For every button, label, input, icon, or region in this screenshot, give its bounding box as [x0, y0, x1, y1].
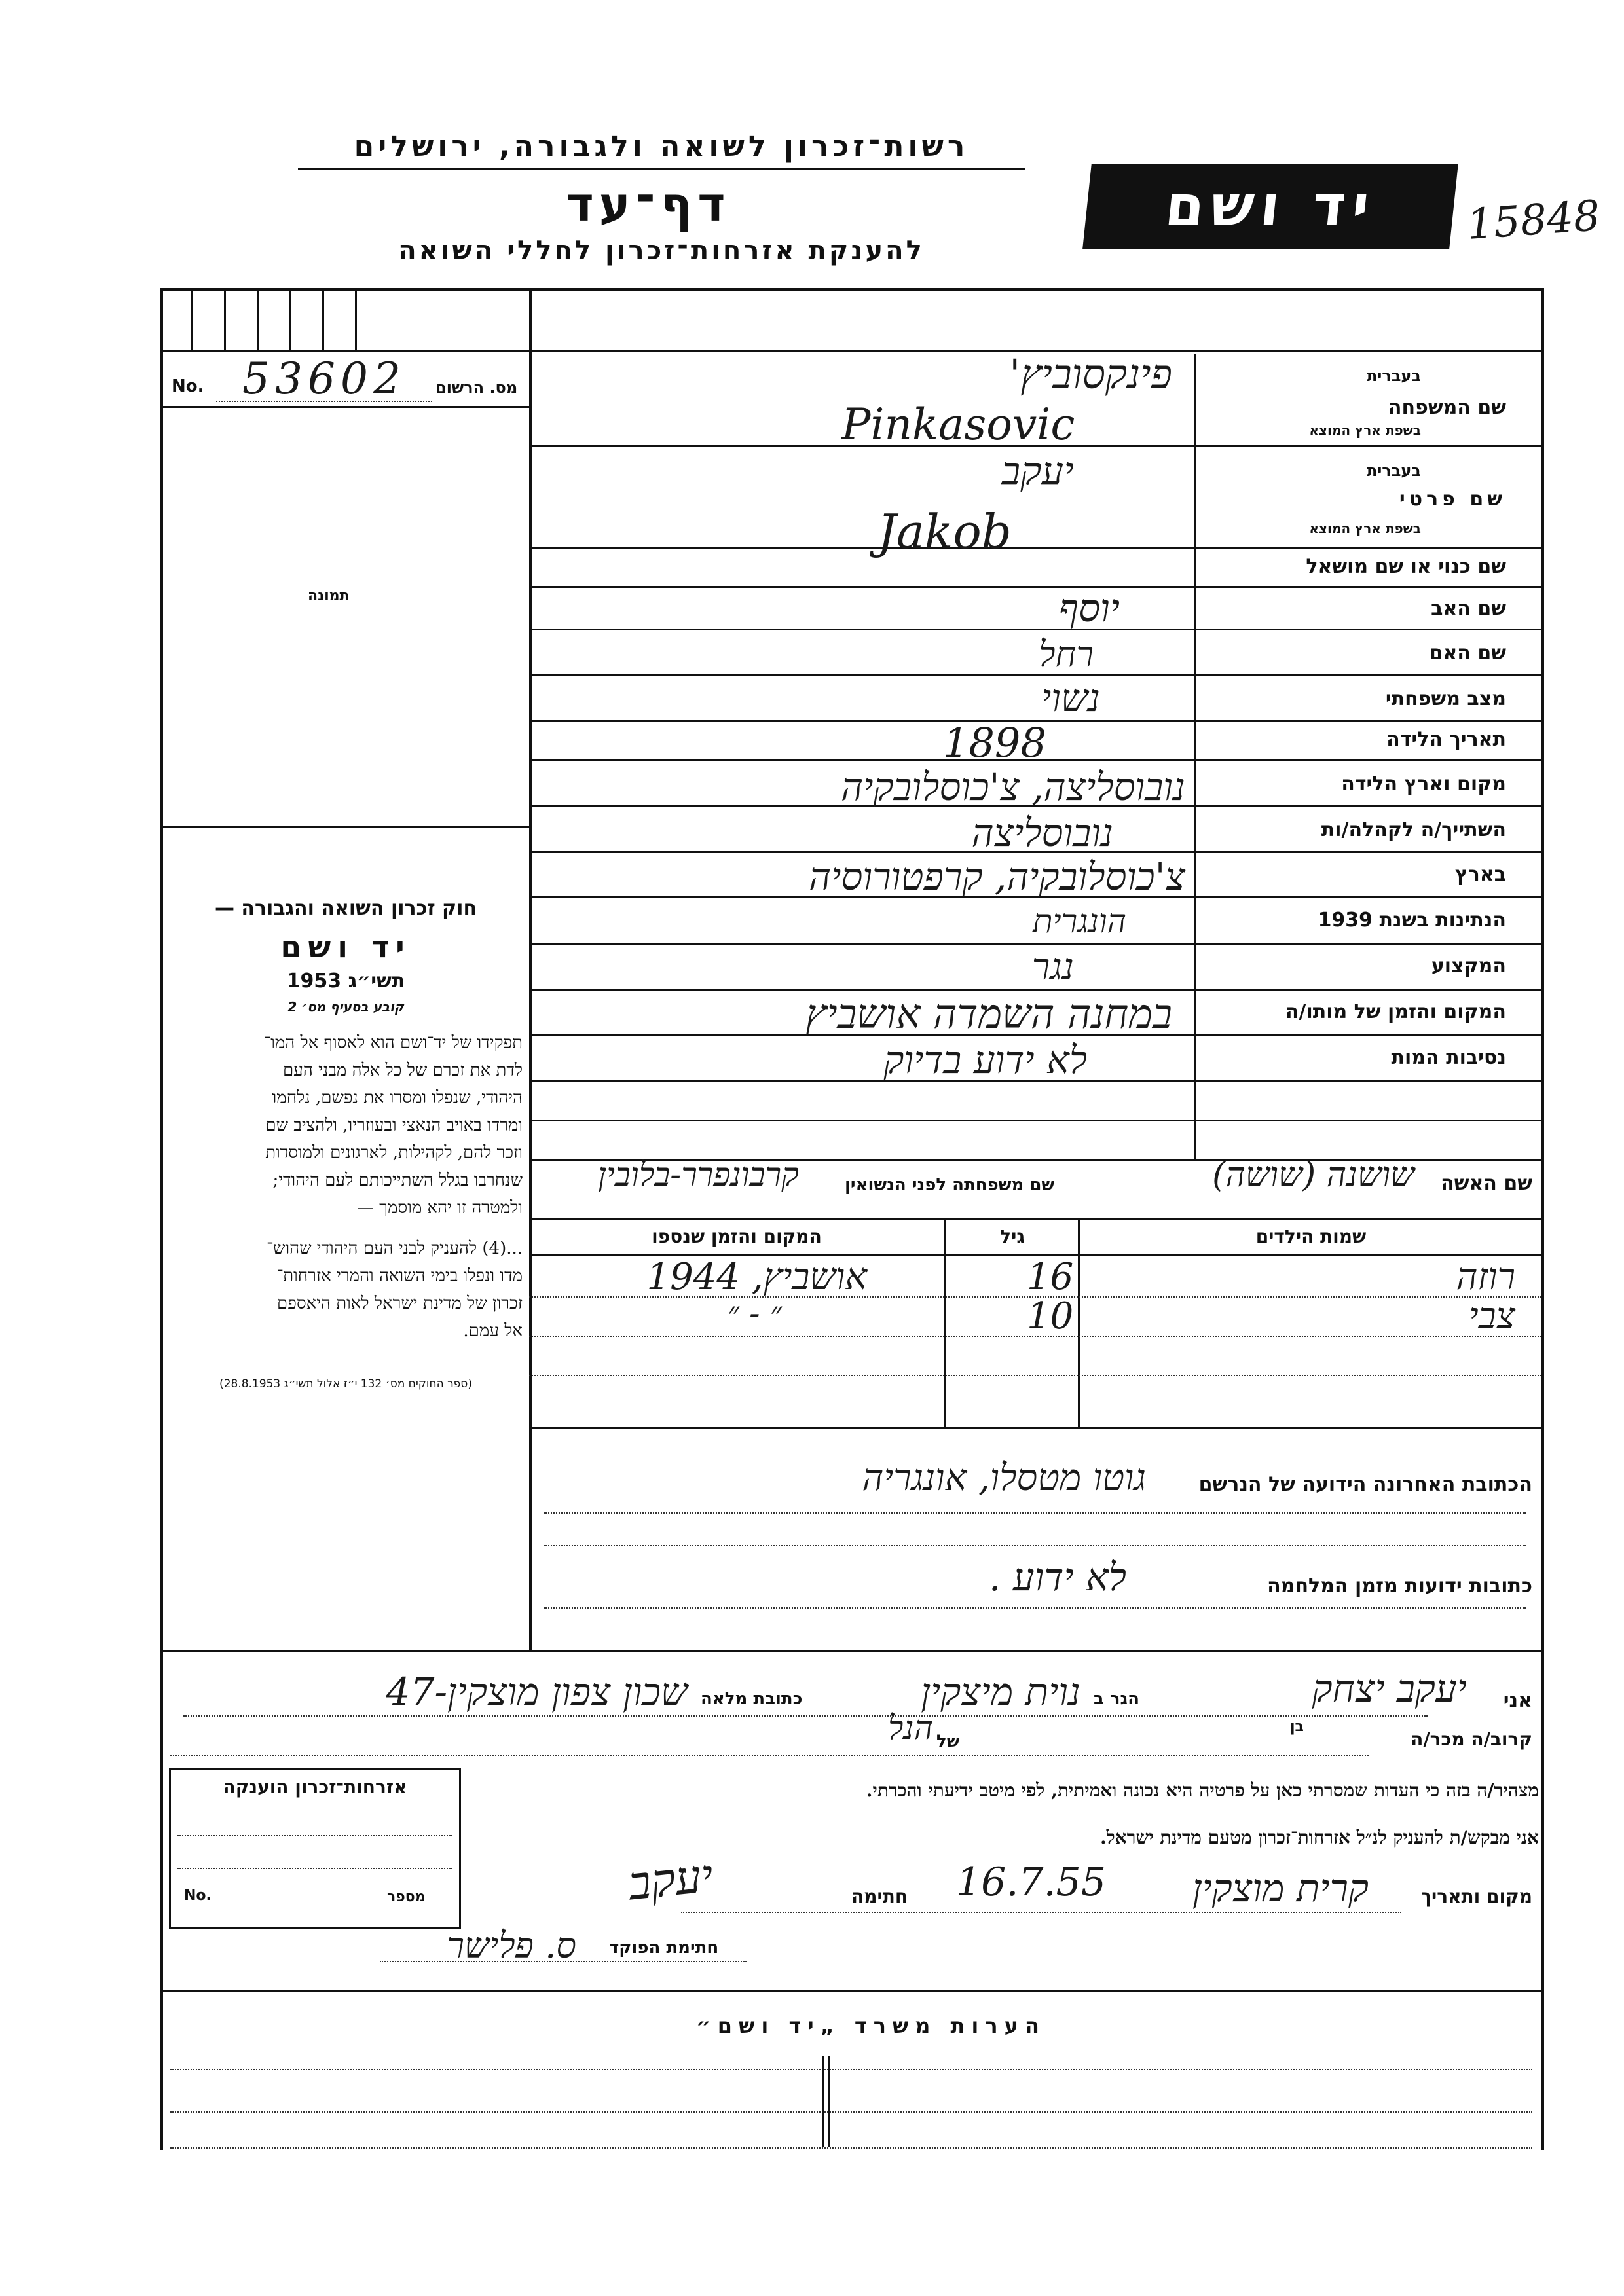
law-text-line: מדו ונפלו בימי השואה והמרי אזרחות־ — [276, 1266, 523, 1286]
relation-value: הנל — [888, 1709, 933, 1747]
law-box — [169, 897, 523, 1391]
strip-divider — [224, 288, 226, 350]
table-cell-child-name: צבי — [1468, 1295, 1515, 1338]
law-text-line: היהודי, שנפלו ומסרו את נפשם, נלחמו — [272, 1088, 523, 1108]
signature-label: חתימה — [851, 1886, 908, 1907]
value-birth-date: 1898 — [943, 719, 1046, 767]
date-value: 16.7.55 — [956, 1859, 1107, 1905]
table-cell-child-name: רוזה — [1456, 1256, 1515, 1298]
law-year: תשי״ג 1953 — [286, 970, 405, 993]
registration-no-prefix: No. — [172, 376, 204, 396]
table-cell-child-death: אושביץ, 1944 — [646, 1256, 867, 1298]
label-column-divider — [1194, 354, 1196, 1159]
last-address-line — [544, 1512, 1526, 1514]
relation-shel-label: של — [936, 1732, 960, 1751]
citizenship-box — [169, 1768, 461, 1929]
field-sub-origin: בשפת ארץ המוצא — [1309, 520, 1421, 536]
law-text-line: ומרדו באויב הנאצי ובעוזריו, ולהציב שם — [265, 1116, 523, 1135]
field-label-birth-date: תאריך הלידה — [1386, 728, 1506, 751]
declarant-address-label: כתובת מלאה — [701, 1689, 803, 1709]
page-subtitle: להענקת אזרחות־זכרון לחללי השואה — [398, 236, 925, 266]
value-family-name-hebrew: פינקסוביץ' — [1009, 350, 1172, 398]
remarks-title: הערות משרד „יד ושם״ — [696, 2013, 1046, 2038]
field-label-father: שם האב — [1431, 597, 1506, 620]
photo-label: תמונה — [308, 588, 350, 604]
officer-line — [380, 1961, 747, 1962]
table-row-line — [529, 1375, 1541, 1376]
declarant-line — [183, 1715, 1428, 1717]
field-label-death-circumstances: נסיבות המות — [1391, 1046, 1506, 1069]
registration-number: 53602 — [242, 354, 406, 404]
law-clause: קובע בסעיף מס׳ 2 — [287, 999, 404, 1015]
law-citation: (ספר החוקים מס׳ 132 י״ז אלול תשי״ג 28.8.1953) — [219, 1377, 472, 1391]
remarks-divider — [822, 2056, 824, 2147]
strip-divider — [355, 288, 357, 350]
place-date-label: מקום ותאריך — [1420, 1886, 1532, 1907]
law-text-line: אל עמם. — [463, 1321, 523, 1341]
remarks-top-line — [160, 1990, 1541, 1992]
field-label-death-place-time: המקום והזמן של מותו/ה — [1285, 1000, 1506, 1023]
row-line — [532, 586, 1541, 588]
left-column-divider — [529, 288, 532, 1650]
table-col-divider — [1078, 1218, 1080, 1427]
field-label-country: בארץ — [1454, 863, 1506, 886]
law-text-line: לדת את זכרם של כל אלה מבני העם — [282, 1061, 523, 1080]
law-name: יד ושם — [280, 929, 411, 964]
children-table — [529, 1218, 1541, 1427]
citizenship-box-title: אזרחות־זכרון הוענקה — [223, 1776, 407, 1798]
registration-line — [160, 406, 529, 408]
declarant-address-value: שכון צפון מוצקין-47 — [386, 1669, 688, 1714]
wartime-address-value: לא ידוע . — [988, 1555, 1126, 1599]
table-header-age: גיל — [1000, 1226, 1025, 1247]
row-line — [532, 674, 1541, 676]
top-strip-line — [160, 350, 1541, 352]
field-label-birth-place: מקום וארץ הלידה — [1341, 773, 1506, 795]
field-label-marital-status: מצב משפחתי — [1385, 687, 1506, 710]
request-text: אני מבקש/ת להעניק לנ״ל אזרחות־זכרון מטעם מדינת ישראל. — [1099, 1827, 1539, 1848]
wife-label: שם האשה — [1441, 1172, 1532, 1195]
law-text-line: תפקידו של יד־ושם הוא לאסוף אל המו־ — [264, 1033, 523, 1053]
citizenship-box-line — [177, 1835, 452, 1836]
table-cell-child-age: 16 — [1027, 1256, 1074, 1298]
relation-label: קרוב/ה מכר/ה — [1411, 1728, 1532, 1750]
table-cell-child-death: ״ - ״ — [727, 1295, 782, 1332]
field-label-family-name: שם המשפחה — [1388, 396, 1506, 419]
remarks-divider — [828, 2056, 830, 2147]
section-divider — [160, 1650, 1541, 1652]
wife-maiden-value: קרבונפרר-בלובין — [598, 1156, 799, 1194]
law-text-line: ולמטרה זו יהא מוסמך — — [356, 1198, 523, 1218]
field-label-profession: המקצוע — [1431, 955, 1506, 977]
law-heading: חוק זכרון השואה והגבורה — — [214, 897, 477, 920]
declaration-text: מצהיר/ה בזה כי העדות שמסרתי כאן על פרטיה היא נכונה ואמיתית, לפי מיטב ידיעתי והכרתי. — [866, 1779, 1539, 1801]
declarant-ani-label: אני — [1503, 1689, 1532, 1712]
value-community: נובוסליצה — [971, 811, 1113, 855]
value-first-name-latin: Jakob — [877, 504, 1012, 559]
law-text — [169, 1029, 523, 1345]
citizenship-box-line — [177, 1868, 452, 1869]
registration-label: מס. הרשום — [435, 378, 518, 397]
authority-line: רשות־זכרון לשואה ולגבורה, ירושלים — [354, 130, 969, 163]
value-country: צ'כוסלובקיה, קרפטורוסיה — [809, 854, 1185, 899]
relation-ben-label: בן — [1290, 1719, 1304, 1735]
table-cell-child-age: 10 — [1027, 1295, 1074, 1338]
remarks-line — [170, 2069, 1532, 2070]
value-death-place-time: במחנה השמדה אושביץ — [805, 990, 1172, 1038]
field-label-community: השתייך/ה לקהלה/ות — [1321, 818, 1506, 841]
row-line — [532, 629, 1541, 630]
yad-vashem-logo — [1082, 164, 1458, 249]
field-label-first-name: שם פרטי — [1399, 488, 1506, 511]
declarant-signature: יעקב — [626, 1848, 716, 1911]
remarks-line — [170, 2147, 1532, 2149]
table-bottom-line — [532, 1427, 1541, 1429]
table-col-divider — [944, 1218, 946, 1427]
last-address-value: גוטו מטסלו, אונגריה — [862, 1457, 1146, 1499]
relation-line — [170, 1755, 1369, 1756]
page-title: דף־עד — [566, 177, 731, 232]
strip-divider — [322, 288, 324, 350]
corner-number: 15848 — [1465, 191, 1602, 250]
row-line — [532, 1120, 1541, 1121]
value-first-name-hebrew: יעקב — [1001, 448, 1074, 494]
declarant-resides-label: הגר ב — [1094, 1689, 1140, 1709]
citizenship-no-label: No. — [184, 1887, 212, 1904]
logo-text: יד ושם — [1162, 173, 1379, 239]
value-nationality-1939: הונגרית — [1032, 902, 1126, 940]
officer-label: חתימת הפוקד — [609, 1938, 719, 1958]
value-mother: רחל — [1039, 634, 1094, 675]
strip-divider — [257, 288, 259, 350]
strip-divider — [191, 288, 193, 350]
citizenship-mispar-label: מספר — [387, 1889, 426, 1905]
row-line — [532, 943, 1541, 945]
field-sub-origin: בשפת ארץ המוצא — [1309, 422, 1421, 438]
law-text-line: וזכר להם, לקהילות, לארגונים ולמוסדות — [265, 1143, 523, 1163]
authority-underline — [298, 168, 1025, 170]
table-header-children: שמות הילדים — [1255, 1226, 1367, 1247]
law-text-line: זכרון של מדינת ישראל לאות היאספם — [277, 1294, 523, 1313]
value-profession: נגר — [1031, 946, 1074, 989]
declarant-name: יעקב יצחק — [1312, 1666, 1467, 1711]
field-label-mother: שם האם — [1429, 642, 1506, 665]
last-address-line-2 — [544, 1545, 1526, 1546]
place-value: קרית מוצקין — [1192, 1866, 1369, 1910]
table-header-place-time: המקום והזמן שנספו — [652, 1226, 822, 1247]
wife-value: שושנה (שושה) — [1212, 1156, 1414, 1195]
field-label-nationality-1939: הנתינות בשנת 1939 — [1318, 909, 1506, 932]
strip-divider — [289, 288, 291, 350]
wartime-address-line — [544, 1607, 1526, 1609]
field-sub-hebrew: בעברית — [1366, 367, 1421, 385]
wife-maiden-label: שם משפחתה לפני הנשואין — [845, 1175, 1055, 1195]
remarks-line — [170, 2111, 1532, 2113]
field-label-alias: שם כנוי או שם מושאל — [1306, 555, 1506, 578]
declarant-resides-value: נוית מיצקין — [921, 1669, 1080, 1714]
value-family-name-latin: Pinkasovic — [841, 399, 1075, 450]
field-sub-hebrew: בעברית — [1366, 462, 1421, 480]
value-marital-status: נשוי — [1041, 676, 1100, 720]
last-address-label: הכתובת האחרונה הידועה של הנרשם — [1198, 1473, 1532, 1496]
officer-signature: ס. פלישר — [447, 1925, 576, 1966]
row-line — [532, 547, 1541, 549]
value-birth-place: נובוסליצה, צ'כוסלובקיה — [841, 765, 1185, 809]
value-death-circumstances: לא ידוע בדיוק — [883, 1038, 1087, 1082]
wartime-address-label: כתובות ידועות מזמן המלחמה — [1267, 1575, 1532, 1597]
law-text-line: שנחרבו בגלל השתייכותם לעם היהודי; — [272, 1171, 523, 1190]
value-father: יוסף — [1058, 586, 1120, 630]
signature-line — [681, 1912, 1401, 1913]
law-text-line: ...(4) להעניק לבני העם היהודי שהוש־ — [267, 1239, 523, 1258]
photo-bottom-line — [160, 826, 529, 828]
